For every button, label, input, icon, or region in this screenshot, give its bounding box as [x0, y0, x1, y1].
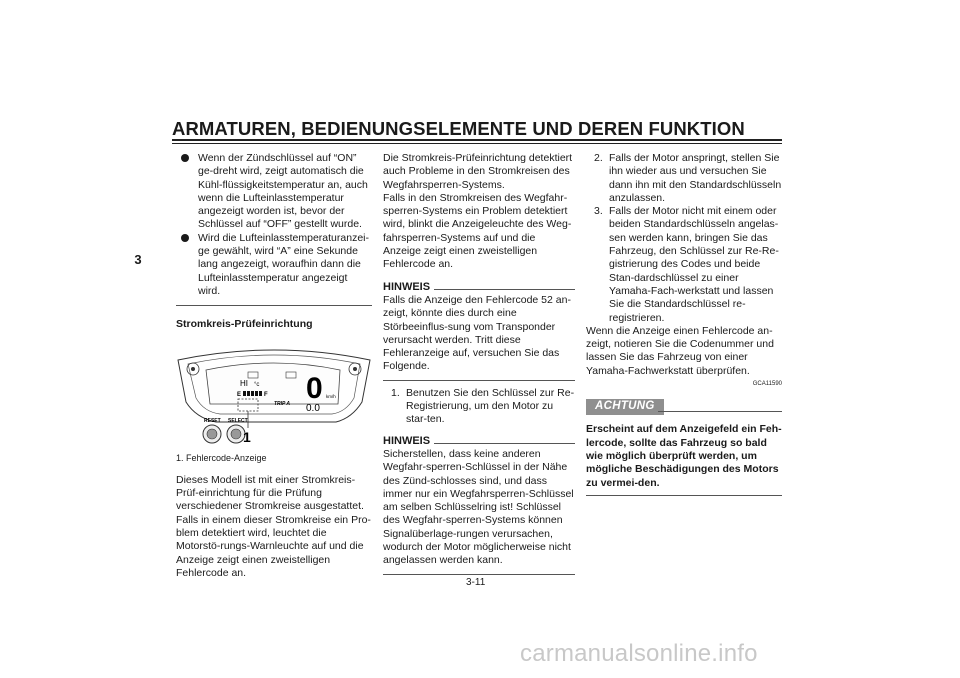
bullet-item [176, 152, 372, 232]
section-rule [383, 574, 575, 575]
section-heading: Stromkreis-Prüfeinrichtung [176, 318, 313, 331]
section-rule [586, 495, 782, 496]
watermark: carmanualsonline.info [520, 640, 758, 667]
list-number: 3. [594, 205, 603, 218]
chapter-tab: 3 [134, 252, 142, 267]
hinweis-text: Sicherstellen, dass keine anderen Wegfahr-sperren-Schlüssel in der Nähe des Zünd-schlosses sind, und dass immer nur ein Wegfahrsperren-Schlüssel am selben Schlüsselring ist! Schlüssel des Wegfahr-sperren-Systems können Signalüberlage-rungen verursachen, wodurch der Motor möglicherweise nicht angelassen werden kann. [383, 447, 574, 567]
code-reference: GCA11590 [752, 381, 782, 388]
select-label: SELECT [228, 417, 248, 424]
section-rule [176, 305, 372, 306]
hinweis-rule [434, 443, 575, 444]
instrument-panel-illustration [176, 338, 372, 450]
body-text: Dieses Modell ist mit einer Stromkreis-Prüf-einrichtung für die Prüfung verschiedener Stromkreise ausgestattet. Falls in einem dieser Stromkreise ein Pro-blem detektiert wird, leuchtet die Motorstö-rungs-Warnleuchte auf und die Anzeige zeigt einen zweistelligen Fehlercode an. [176, 473, 371, 579]
title-rule [172, 139, 782, 141]
bullet-item [176, 232, 372, 298]
list-item [383, 387, 575, 427]
hi-label: HI [240, 378, 248, 388]
bullet-icon [181, 234, 189, 242]
bullet-text: Wird die Lufteinlasstemperaturanzei-ge gewählt, wird “A” eine Sekunde lang angezeigt, woraufhin dann die Lufteinlasstemperatur angezeigt wird. [198, 231, 369, 297]
trip-value: 0.0 [306, 402, 320, 414]
figure-caption: 1. Fehlercode-Anzeige [176, 452, 267, 463]
unit-label: °c [254, 381, 260, 388]
list-item [586, 205, 782, 325]
hinweis-label: HINWEIS [383, 280, 431, 293]
body-text: Wenn die Anzeige einen Fehlercode an-zeigt, notieren Sie die Codenummer und lassen Sie das Fahrzeug von einer Yamaha-Fachwerkstatt überprüfen. [586, 324, 774, 377]
page-number: 3-11 [466, 577, 486, 588]
hinweis-text: Falls die Anzeige den Fehlercode 52 an-zeigt, könnte dies durch eine Störbeeinflus-sung vom Transponder verursacht werden. Tritt diese Fehleranzeige auf, versuchen Sie das Folgende. [383, 293, 571, 373]
trip-label: TRIP A [274, 400, 291, 407]
hinweis-rule [434, 289, 575, 290]
section-rule [383, 380, 575, 381]
hinweis-heading [383, 281, 575, 294]
reset-label: RESET [204, 417, 221, 424]
column-right [586, 152, 782, 496]
fuel-full-label: F [264, 391, 268, 398]
speed-digit: 0 [306, 371, 323, 405]
column-left [176, 152, 372, 580]
bullet-icon [181, 154, 189, 162]
list-text: Benutzen Sie den Schlüssel zur Re-Registrierung, um den Motor zu star-ten. [406, 386, 575, 426]
list-text: Falls der Motor nicht mit einem oder beiden Standardschlüsseln angelas-sen werden kann, bringen Sie das Fahrzeug, den Schlüssel zur Re-Re-gistrierung des Codes und beide Stan-dardschlüssel zu einer Yamaha-Fach-werkstatt und lassen Sie die Standardschlüssel re-registrieren. [609, 205, 779, 324]
list-number: 1. [391, 386, 400, 399]
list-text: Falls der Motor anspringt, stellen Sie ihn wieder aus und versuchen Sie dann ihn mit den Standardschlüsseln anzulassen. [609, 152, 782, 204]
fuel-empty-label: E [237, 391, 242, 398]
kmh-label: km/h [326, 393, 336, 399]
title-rule-thin [172, 143, 782, 144]
list-number: 2. [594, 152, 603, 164]
list-item [586, 152, 782, 205]
page-title: ARMATUREN, BEDIENUNGSELEMENTE UND DEREN FUNKTION [172, 118, 745, 139]
hinweis-heading [383, 435, 575, 448]
achtung-rule [658, 411, 782, 412]
meter-figure [176, 338, 372, 450]
warning-text: Erscheint auf dem Anzeigefeld ein Feh-lercode, sollte das Fahrzeug so bald wie möglich überprüft werden, um mögliche Beschädigungen des Motors zu vermei-den. [586, 423, 782, 489]
body-text: Die Stromkreis-Prüfeinrichtung detektiert auch Probleme in den Stromkreisen des Wegfahrsperren-Systems. Falls in den Stromkreisen des Wegfahr-sperren-Systems ein Problem detektiert wird, blinkt die Anzeigeleuchte des Weg-fahrsperren-Systems auf und die Anzeige zeigt einen zweistelligen Fehlercode an. [383, 152, 573, 271]
callout-number: 1 [243, 428, 251, 445]
hinweis-label: HINWEIS [383, 434, 431, 447]
bullet-text: Wenn der Zündschlüssel auf “ON” ge-dreht wird, zeigt automatisch die Kühl-flüssigkeitstemperatur an, auch wenn die Lufteinlasstemperatur angezeigt worden ist, bevor der Schlüssel auf “OFF” gestellt wurde. [198, 152, 368, 231]
achtung-badge: ACHTUNG [586, 399, 664, 414]
achtung-heading [586, 397, 782, 417]
column-middle [383, 152, 575, 575]
